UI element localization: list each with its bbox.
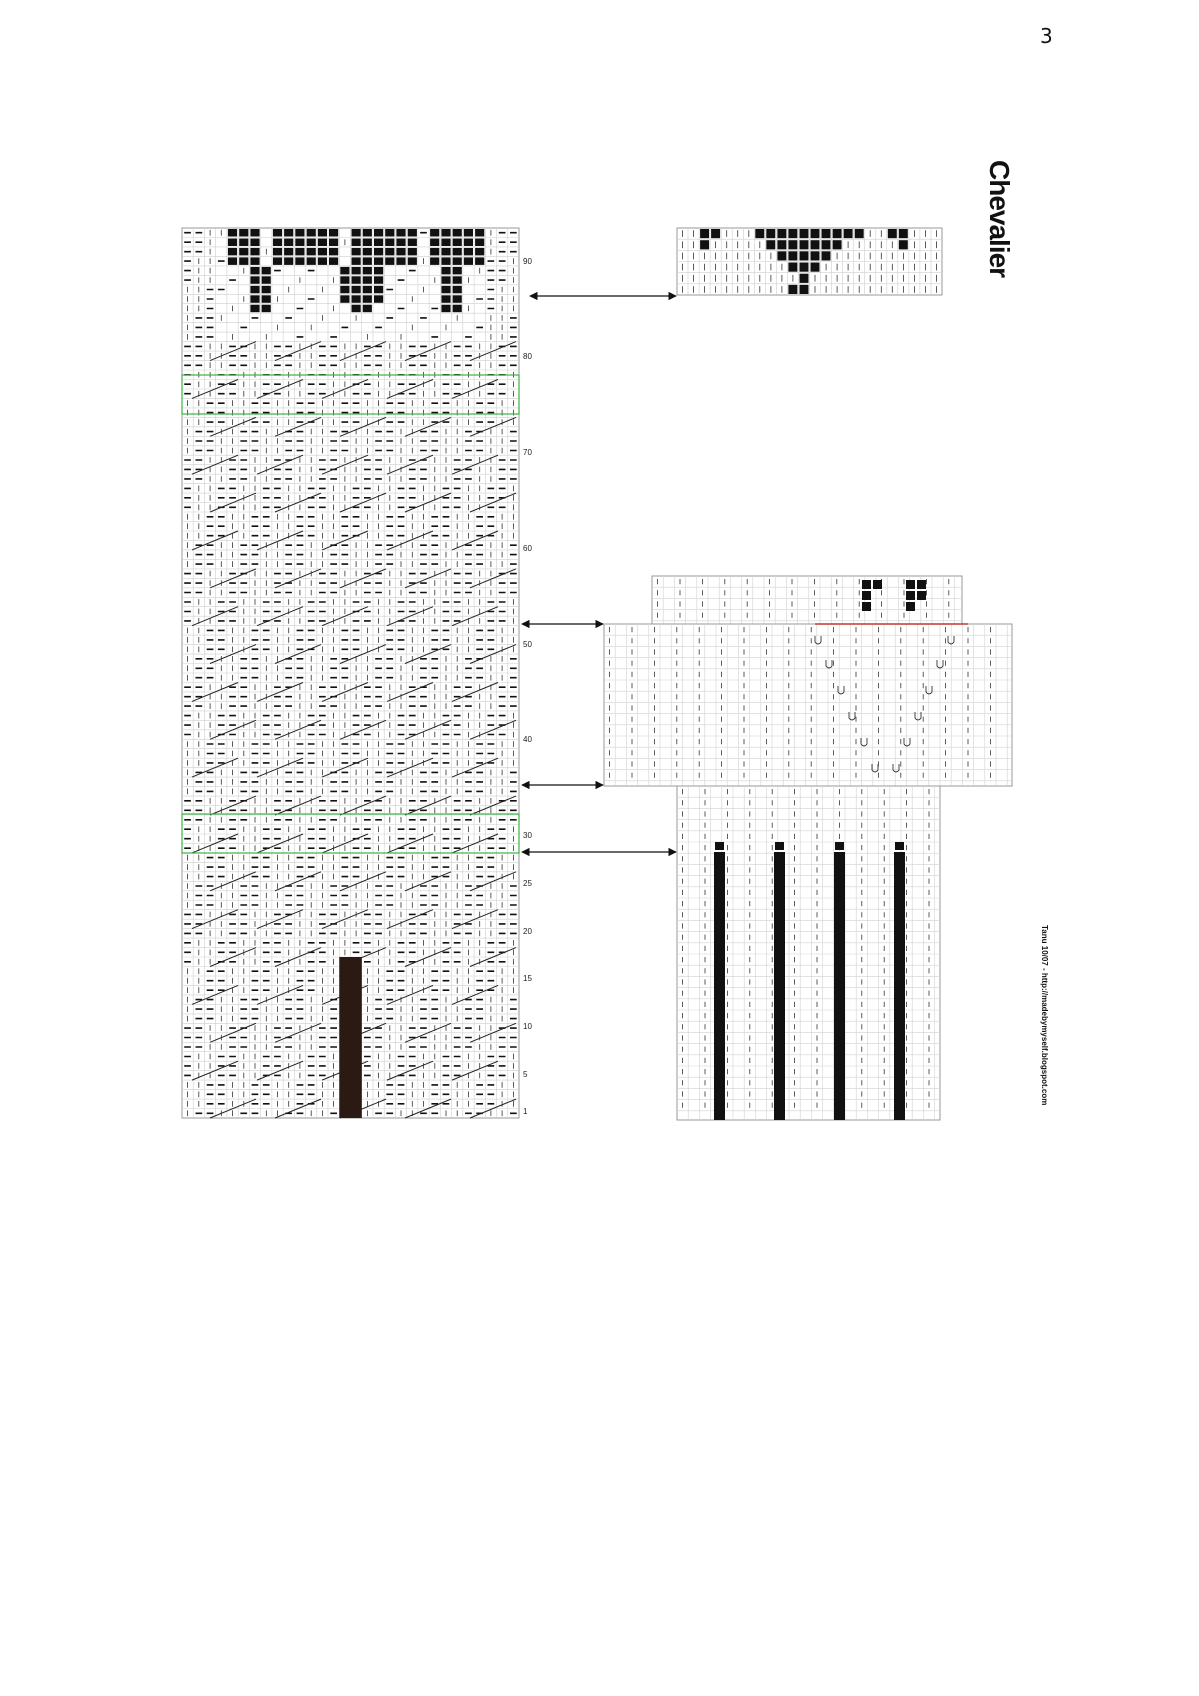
filled-stitch	[822, 240, 831, 249]
row-label: 50	[523, 640, 532, 649]
filled-stitch	[464, 239, 473, 247]
filled-stitch	[441, 276, 450, 284]
filled-stitch	[250, 257, 259, 265]
filled-stitch	[363, 276, 372, 284]
filled-stitch	[340, 267, 349, 275]
detail-mid-arms-frame	[604, 624, 1012, 786]
filled-stitch	[700, 240, 709, 249]
filled-stitch	[430, 239, 439, 247]
filled-stitch	[318, 257, 327, 265]
filled-stitch	[788, 251, 797, 260]
filled-stitch	[396, 248, 405, 256]
filled-stitch	[453, 248, 462, 256]
main-chart	[182, 228, 519, 1118]
filled-stitch	[250, 305, 259, 313]
filled-stitch	[295, 248, 304, 256]
dark-rib-cap	[835, 842, 844, 850]
filled-stitch	[374, 239, 383, 247]
filled-stitch	[374, 229, 383, 237]
filled-stitch	[239, 257, 248, 265]
filled-stitch	[811, 240, 820, 249]
filled-stitch	[766, 229, 775, 238]
filled-stitch	[262, 295, 271, 303]
filled-stitch	[374, 267, 383, 275]
dark-rib-cap	[895, 842, 904, 850]
filled-stitch	[862, 580, 871, 589]
filled-stitch	[777, 229, 786, 238]
filled-stitch	[385, 229, 394, 237]
filled-stitch	[906, 591, 915, 600]
filled-stitch	[862, 602, 871, 611]
filled-stitch	[262, 305, 271, 313]
page-title: Chevalier	[984, 160, 1015, 278]
filled-stitch	[464, 257, 473, 265]
filled-stitch	[374, 286, 383, 294]
dark-rib-column	[894, 852, 905, 1120]
filled-stitch	[250, 276, 259, 284]
filled-stitch	[766, 240, 775, 249]
filled-stitch	[352, 276, 361, 284]
filled-stitch	[788, 263, 797, 272]
filled-stitch	[374, 276, 383, 284]
filled-stitch	[822, 251, 831, 260]
filled-stitch	[228, 229, 237, 237]
filled-stitch	[873, 580, 882, 589]
filled-stitch	[340, 276, 349, 284]
filled-stitch	[363, 295, 372, 303]
filled-stitch	[307, 248, 316, 256]
row-label: 1	[523, 1107, 528, 1116]
filled-stitch	[899, 240, 908, 249]
filled-stitch	[430, 257, 439, 265]
filled-stitch	[396, 257, 405, 265]
filled-stitch	[441, 229, 450, 237]
filled-stitch	[800, 285, 809, 294]
filled-stitch	[822, 229, 831, 238]
filled-stitch	[363, 267, 372, 275]
page-number: 3	[1040, 24, 1053, 48]
filled-stitch	[475, 257, 484, 265]
filled-stitch	[318, 248, 327, 256]
filled-stitch	[862, 591, 871, 600]
dark-rib-column	[774, 852, 785, 1120]
filled-stitch	[363, 305, 372, 313]
filled-stitch	[363, 229, 372, 237]
filled-stitch	[273, 257, 282, 265]
filled-stitch	[475, 239, 484, 247]
filled-stitch	[239, 248, 248, 256]
filled-stitch	[385, 239, 394, 247]
filled-stitch	[329, 239, 338, 247]
filled-stitch	[352, 239, 361, 247]
row-label: 5	[523, 1070, 528, 1079]
filled-stitch	[284, 257, 293, 265]
dark-rib-cap	[775, 842, 784, 850]
filled-stitch	[374, 295, 383, 303]
filled-stitch	[273, 248, 282, 256]
filled-stitch	[329, 248, 338, 256]
filled-stitch	[453, 305, 462, 313]
filled-stitch	[453, 257, 462, 265]
filled-stitch	[295, 257, 304, 265]
filled-stitch	[307, 239, 316, 247]
filled-stitch	[318, 239, 327, 247]
filled-stitch	[262, 276, 271, 284]
filled-stitch	[441, 305, 450, 313]
filled-stitch	[453, 239, 462, 247]
filled-stitch	[228, 248, 237, 256]
filled-stitch	[374, 257, 383, 265]
filled-stitch	[329, 229, 338, 237]
row-label: 10	[523, 1022, 532, 1031]
row-label: 20	[523, 927, 532, 936]
filled-stitch	[788, 285, 797, 294]
filled-stitch	[352, 267, 361, 275]
filled-stitch	[441, 286, 450, 294]
filled-stitch	[711, 229, 720, 238]
filled-stitch	[755, 229, 764, 238]
filled-stitch	[396, 239, 405, 247]
filled-stitch	[363, 286, 372, 294]
filled-stitch	[800, 240, 809, 249]
filled-stitch	[284, 229, 293, 237]
filled-stitch	[250, 248, 259, 256]
dark-rib-cap	[715, 842, 724, 850]
filled-stitch	[273, 229, 282, 237]
filled-stitch	[800, 229, 809, 238]
filled-stitch	[906, 580, 915, 589]
filled-stitch	[811, 251, 820, 260]
filled-stitch	[262, 267, 271, 275]
filled-stitch	[464, 248, 473, 256]
row-label: 60	[523, 544, 532, 553]
filled-stitch	[239, 229, 248, 237]
filled-stitch	[453, 229, 462, 237]
row-number-labels	[523, 257, 532, 1116]
filled-stitch	[228, 239, 237, 247]
filled-stitch	[363, 257, 372, 265]
filled-stitch	[788, 229, 797, 238]
filled-stitch	[352, 295, 361, 303]
filled-stitch	[352, 305, 361, 313]
row-label: 80	[523, 352, 532, 361]
filled-stitch	[250, 286, 259, 294]
filled-stitch	[811, 263, 820, 272]
row-label: 90	[523, 257, 532, 266]
filled-stitch	[340, 286, 349, 294]
filled-stitch	[295, 229, 304, 237]
row-label: 40	[523, 735, 532, 744]
filled-stitch	[700, 229, 709, 238]
filled-stitch	[250, 295, 259, 303]
filled-stitch	[408, 239, 417, 247]
detail-mid-top-frame	[652, 576, 962, 624]
filled-stitch	[352, 286, 361, 294]
filled-stitch	[295, 239, 304, 247]
row-label: 25	[523, 879, 532, 888]
filled-stitch	[475, 229, 484, 237]
filled-stitch	[453, 276, 462, 284]
filled-stitch	[408, 229, 417, 237]
filled-stitch	[273, 239, 282, 247]
filled-stitch	[250, 229, 259, 237]
filled-stitch	[363, 248, 372, 256]
filled-stitch	[441, 239, 450, 247]
filled-stitch	[262, 286, 271, 294]
filled-stitch	[250, 267, 259, 275]
filled-stitch	[464, 229, 473, 237]
filled-stitch	[307, 229, 316, 237]
filled-stitch	[800, 274, 809, 283]
dark-rib-column	[834, 852, 845, 1120]
filled-stitch	[441, 257, 450, 265]
filled-stitch	[408, 257, 417, 265]
filled-stitch	[844, 229, 853, 238]
filled-stitch	[239, 239, 248, 247]
filled-stitch	[777, 251, 786, 260]
filled-stitch	[475, 248, 484, 256]
filled-stitch	[441, 267, 450, 275]
dark-center-column	[339, 957, 362, 1118]
filled-stitch	[408, 248, 417, 256]
filled-stitch	[385, 257, 394, 265]
filled-stitch	[906, 602, 915, 611]
detail-chart-middle	[604, 576, 1012, 1120]
filled-stitch	[917, 580, 926, 589]
row-label: 70	[523, 448, 532, 457]
filled-stitch	[855, 229, 864, 238]
filled-stitch	[453, 295, 462, 303]
filled-stitch	[917, 591, 926, 600]
filled-stitch	[329, 257, 338, 265]
filled-stitch	[453, 286, 462, 294]
filled-stitch	[833, 229, 842, 238]
filled-stitch	[396, 229, 405, 237]
row-label: 30	[523, 831, 532, 840]
filled-stitch	[811, 229, 820, 238]
filled-stitch	[800, 251, 809, 260]
filled-stitch	[788, 240, 797, 249]
detail-chart-top	[677, 228, 942, 295]
filled-stitch	[318, 229, 327, 237]
filled-stitch	[352, 248, 361, 256]
filled-stitch	[352, 229, 361, 237]
filled-stitch	[777, 240, 786, 249]
dark-rib-column	[714, 852, 725, 1120]
row-label: 15	[523, 974, 532, 983]
filled-stitch	[888, 229, 897, 238]
filled-stitch	[363, 239, 372, 247]
filled-stitch	[374, 248, 383, 256]
filled-stitch	[800, 263, 809, 272]
filled-stitch	[340, 295, 349, 303]
filled-stitch	[430, 248, 439, 256]
filled-stitch	[250, 239, 259, 247]
filled-stitch	[453, 267, 462, 275]
filled-stitch	[284, 239, 293, 247]
credit-text: Tanu 10/07 - http://madebymyself.blogspot.com	[1040, 925, 1049, 1106]
filled-stitch	[352, 257, 361, 265]
filled-stitch	[284, 248, 293, 256]
filled-stitch	[441, 248, 450, 256]
filled-stitch	[441, 295, 450, 303]
filled-stitch	[385, 248, 394, 256]
filled-stitch	[899, 229, 908, 238]
filled-stitch	[228, 257, 237, 265]
filled-stitch	[430, 229, 439, 237]
filled-stitch	[307, 257, 316, 265]
filled-stitch	[833, 240, 842, 249]
